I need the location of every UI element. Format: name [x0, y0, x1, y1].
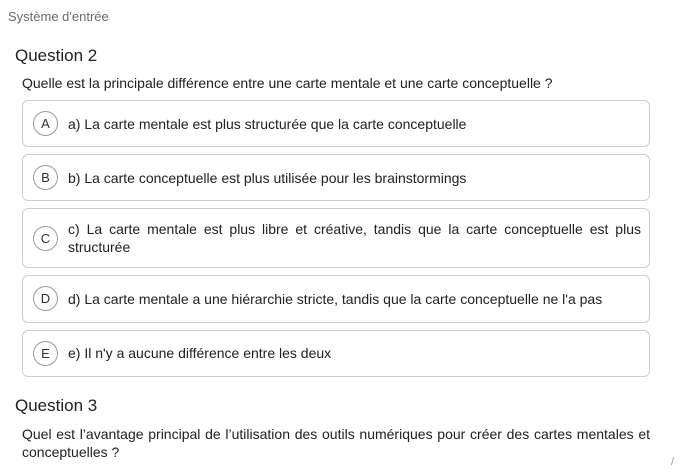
- option-b-letter: B: [33, 165, 58, 190]
- question-3-text: Quel est l’avantage principal de l’utilisation des outils numériques pour créer des cartes mentales et conceptuelles ?: [22, 426, 650, 460]
- option-e-letter: E: [33, 341, 58, 366]
- system-label: Système d'entrée: [8, 9, 109, 24]
- option-c-text: c) La carte mentale est plus libre et créative, tandis que la carte conceptuelle est plus structurée: [68, 221, 641, 255]
- corner-mark: /: [670, 456, 674, 468]
- option-d-text: d) La carte mentale a une hiérarchie stricte, tandis que la carte conceptuelle ne l'a pas: [68, 291, 603, 307]
- option-a[interactable]: [22, 100, 650, 147]
- option-d-letter: D: [33, 286, 58, 311]
- option-c[interactable]: [22, 208, 650, 268]
- option-e-text: e) Il n'y a aucune différence entre les deux: [68, 345, 332, 361]
- option-c-letter: C: [33, 226, 58, 251]
- option-d[interactable]: [22, 275, 650, 323]
- question-2-title: Question 2: [15, 46, 98, 65]
- option-a-text: a) La carte mentale est plus structurée que la carte conceptuelle: [68, 116, 467, 132]
- option-b[interactable]: [22, 154, 650, 201]
- option-e[interactable]: [22, 330, 650, 377]
- question-3-title: Question 3: [15, 396, 98, 415]
- option-a-letter: A: [33, 111, 58, 136]
- option-b-text: b) La carte conceptuelle est plus utilisée pour les brainstormings: [68, 170, 467, 186]
- question-2-text: Quelle est la principale différence entre une carte mentale et une carte conceptuelle ?: [22, 75, 553, 91]
